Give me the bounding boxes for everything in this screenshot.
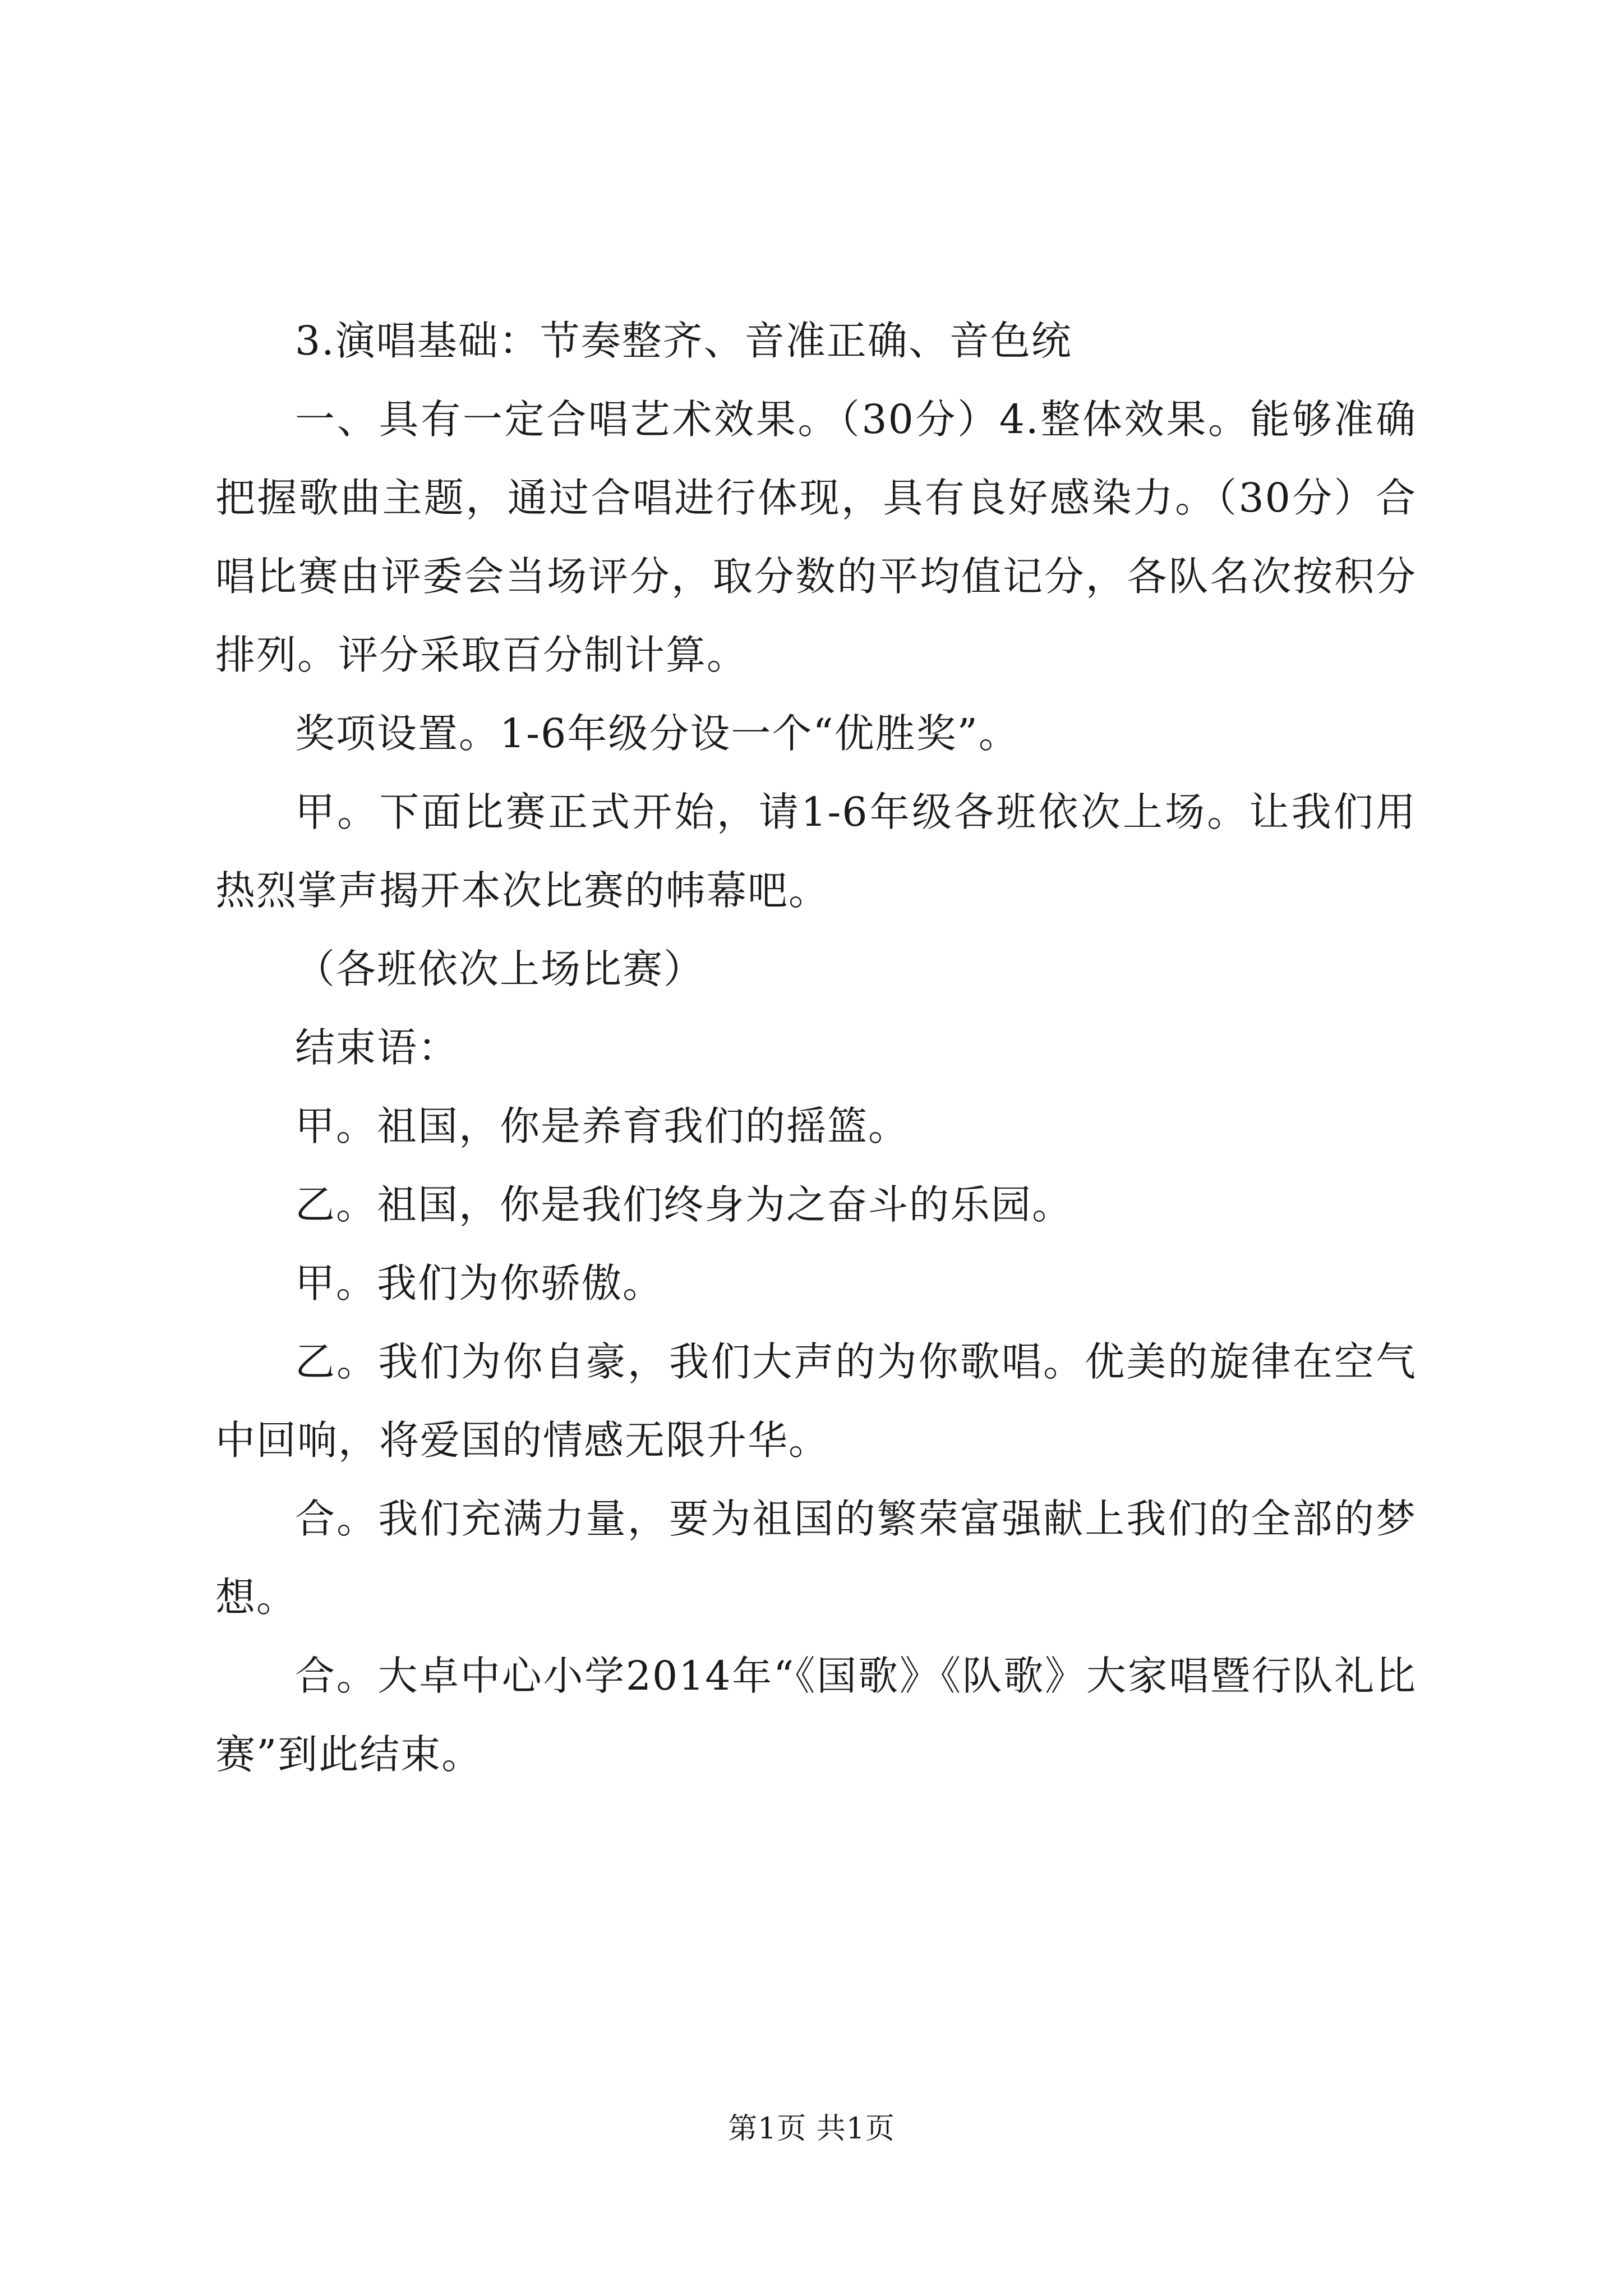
page-footer: 第1页 共1页 <box>728 2112 895 2146</box>
paragraph: 乙。我们为你自豪，我们大声的为你歌唱。优美的旋律在空气中回响，将爱国的情感无限升华。 <box>215 1338 1417 1464</box>
paragraph: 奖项设置。1-6年级分设一个“优胜奖”。 <box>295 710 1020 757</box>
paragraph: 甲。我们为你骄傲。 <box>295 1260 664 1306</box>
paragraph: 甲。下面比赛正式开始，请1-6年级各班依次上场。让我们用热烈掌声揭开本次比赛的帏幕吧。 <box>215 789 1417 914</box>
paragraph: 甲。祖国，你是养育我们的摇篮。 <box>295 1103 910 1149</box>
document-body <box>215 302 1417 1794</box>
paragraph: 合。大卓中心小学2014年“《国歌》《队歌》大家唱暨行队礼比赛”到此结束。 <box>215 1653 1417 1778</box>
paragraph: 乙。祖国，你是我们终身为之奋斗的乐园。 <box>295 1181 1073 1228</box>
paragraph: （各班依次上场比赛） <box>295 946 705 992</box>
paragraph: 合。我们充满力量，要为祖国的繁荣富强献上我们的全部的梦想。 <box>215 1496 1417 1621</box>
paragraph: 一、具有一定合唱艺术效果。（30分）4.整体效果。能够准确把握歌曲主题，通过合唱进行体现，具有良好感染力。（30分）合唱比赛由评委会当场评分，取分数的平均值记分，各队名次按积分排列。评分采取百分制计算。 <box>215 396 1417 678</box>
paragraph: 结束语： <box>295 1024 459 1071</box>
paragraph: 3.演唱基础：节奏整齐、音准正确、音色统 <box>295 318 1072 364</box>
